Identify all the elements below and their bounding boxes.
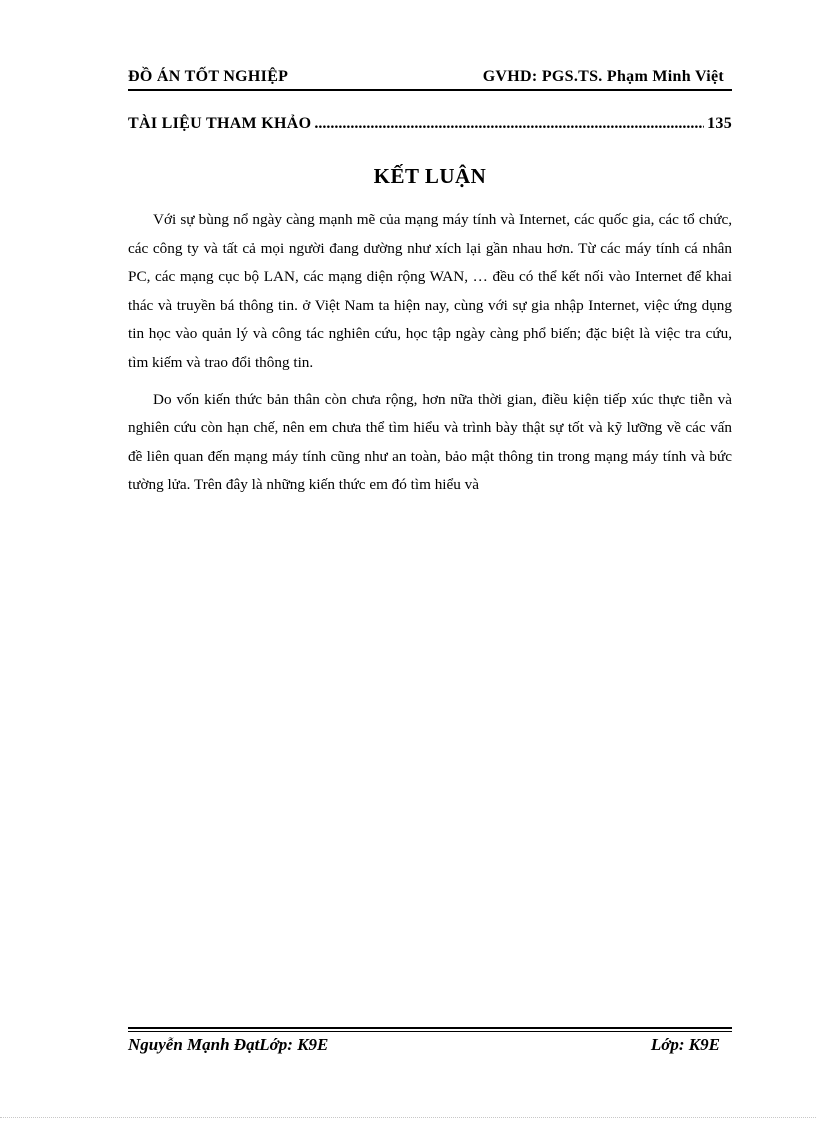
footer-divider-thick xyxy=(128,1027,732,1029)
footer-author: Nguyễn Mạnh ĐạtLớp: K9E xyxy=(128,1035,329,1054)
page-header xyxy=(128,66,732,90)
footer-divider-thin xyxy=(128,1031,732,1032)
page-bottom-border xyxy=(0,1117,816,1118)
toc-leader-dots xyxy=(314,115,704,133)
body-text xyxy=(128,206,732,508)
paragraph: Với sự bùng nổ ngày càng mạnh mẽ của mạng máy tính và Internet, các quốc gia, các tổ chức, các công ty và tất cả mọi người đang dường như xích lại gần nhau hơn. Từ các máy tính cá nhân PC, các mạng cục bộ LAN, các mạng diện rộng WAN, … đều có thể kết nối vào Internet để khai thác và truyền bá thông tin. ở Việt Nam ta hiện nay, cùng với sự gia nhập Internet, việc ứng dụng tin học vào quản lý và công tác nghiên cứu, học tập ngày càng phổ biến; đặc biệt là việc tra cứu, tìm kiếm và trao đổi thông tin. xyxy=(128,211,732,371)
toc-entry-page: 135 xyxy=(707,115,732,132)
page-footer xyxy=(128,1035,732,1059)
paragraph: Do vốn kiến thức bản thân còn chưa rộng, hơn nữa thời gian, điều kiện tiếp xúc thực tiễn và nghiên cứu còn hạn chế, nên em chưa thể tìm hiểu và trình bày thật sự tốt và kỹ lưỡng về các vấn đề liên quan đến mạng máy tính cũng như an toàn, bảo mật thông tin trong mạng máy tính và bức tường lửa. Trên đây là những kiến thức em đó tìm hiểu và xyxy=(128,390,732,494)
header-project-title: ĐỒ ÁN TỐT NGHIỆP xyxy=(128,68,289,85)
toc-entry-references xyxy=(128,115,732,133)
toc-entry-label: TÀI LIỆU THAM KHẢO xyxy=(128,115,312,132)
section-title: KẾT LUẬN xyxy=(373,164,487,188)
header-divider xyxy=(128,89,732,91)
footer-class: Lớp: K9E xyxy=(650,1035,720,1054)
header-supervisor: GVHD: PGS.TS. Phạm Minh Việt xyxy=(482,68,724,85)
